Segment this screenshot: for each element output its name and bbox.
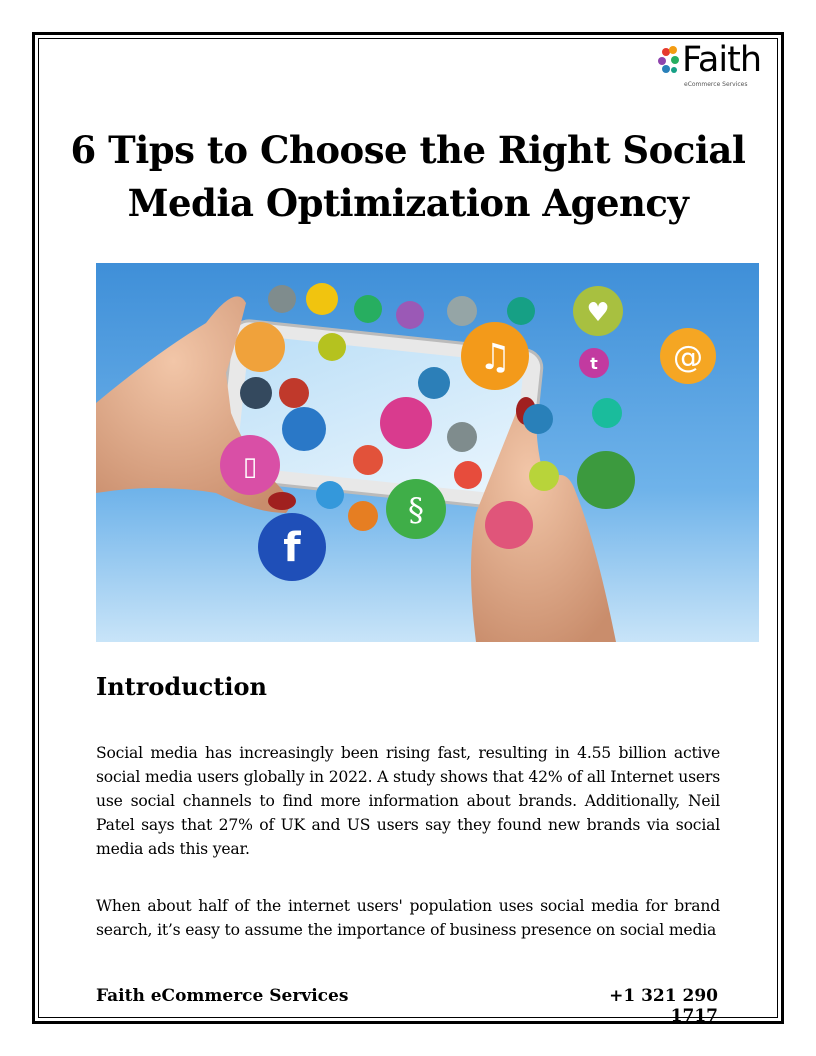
svg-text:t: t [590,354,598,373]
hero-image [96,263,759,642]
footer-phone-number: +1 321 290 1717 [609,986,718,1026]
svg-text:♫: ♫ [478,337,512,378]
section-heading-introduction: Introduction [96,672,267,701]
svg-text:§: § [408,491,424,529]
intro-paragraph-1: Social media has increasingly been rising fast, resulting in 4.55 billion active social media users globally in 2022. A study shows that 42% of all Internet users use social channels to find more information about brands. Additionally, Neil Patel says that 27% of UK and US users say they found new brands via social media ads this year. [96,744,720,858]
svg-text:♥: ♥ [586,298,610,328]
svg-text:f: f [283,525,301,571]
logo-tagline: eCommerce Services [684,81,748,88]
svg-text:▯: ▯ [242,452,258,482]
page-title: 6 Tips to Choose the Right Social Media Optimization Agency [70,128,746,225]
svg-text:@: @ [673,340,703,375]
footer-company-name: Faith eCommerce Services [96,986,349,1006]
logo-wordmark: Faith [682,40,761,80]
intro-paragraph-2: When about half of the internet users' population uses social media for brand search, it’s easy to assume the importance of business presence on social media [96,897,720,939]
